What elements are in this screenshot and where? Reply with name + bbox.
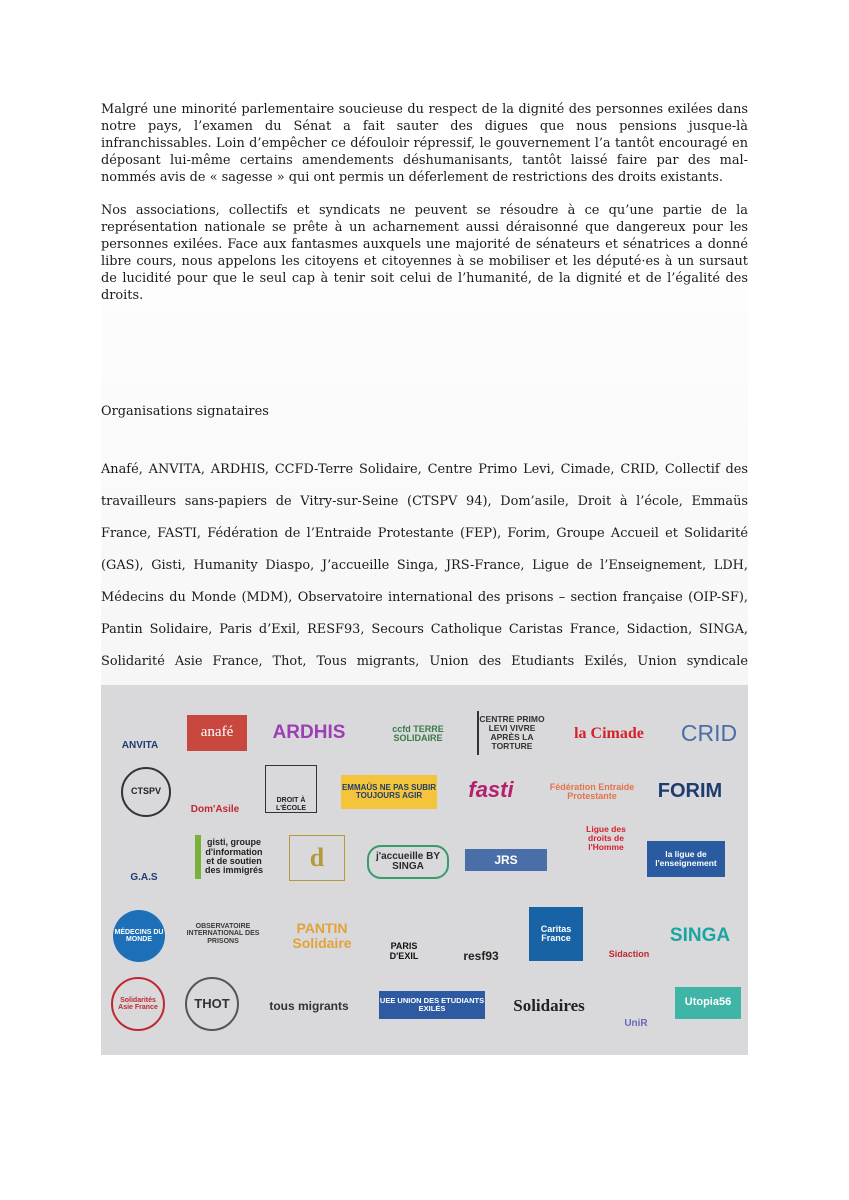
logo-emmaus: EMMAÜS NE PAS SUBIR TOUJOURS AGIR xyxy=(341,775,437,809)
logo-jaccueille: j'accueille BY SINGA xyxy=(367,845,449,879)
logo-fasti: fasti xyxy=(468,777,514,803)
logo-fep: Fédération Entraide Protestante xyxy=(549,781,635,801)
logo-anvita: ANVITA xyxy=(121,739,159,751)
logo-ctspv: CTSPV xyxy=(121,767,171,817)
logo-jrs: JRS xyxy=(465,849,547,871)
logo-oip: OBSERVATOIRE INTERNATIONAL DES PRISONS xyxy=(186,922,260,945)
logo-ccfd: ccfd TERRE SOLIDAIRE xyxy=(392,723,444,743)
logo-forim: FORIM xyxy=(657,779,723,802)
logo-anafe: anafé xyxy=(187,715,247,751)
logo-ardhis: ARDHIS xyxy=(272,722,346,744)
logo-cimade: la Cimade xyxy=(574,724,644,742)
logo-resf93: resf93 xyxy=(463,949,499,963)
logo-paris-exil: PARIS D'EXIL xyxy=(389,941,419,961)
paragraph-1: Malgré une minorité parlementaire soucieuse du respect de la dignité des personnes exilées dans notre pays, l’examen du Sénat a fait sauter des digues que nous pensions jusque-là infranchissables. Loin d’empêcher ce défouloir répressif, le gouvernement l’a tantôt encouragé en déposant lui-même certains amendements déshumanisants, tantôt laissé faire par des mal-nommés avis de « sagesse » qui ont permis un déferlement de restrictions des droits existants. xyxy=(101,102,748,185)
signatories-list: Anafé, ANVITA, ARDHIS, CCFD-Terre Solidaire, Centre Primo Levi, Cimade, CRID, Collectif des travailleurs sans-papiers de Vitry-sur-Seine (CTSPV 94), Dom’asile, Droit à l’école, Emmaüs France, FASTI, Fédération de l’Entraide Protestante (FEP), Forim, Groupe Accueil et Solidarité (GAS), Gisti, Humanity Diaspo, J’accueille Singa, JRS-France, Ligue de l’Enseignement, LDH, Médecins du Monde (MDM), Observatoire international des prisons – section française (OIP-SF), Pantin Solidaire, Paris d’Exil, RESF93, Secours Catholique Caristas France, Sidaction, SINGA, Solidarité Asie France, Thot, Tous migrants, Union des Etudiants Exilés, Union syndicale xyxy=(101,462,748,669)
logo-medecins-du-monde: MÉDECINS DU MONDE xyxy=(113,910,165,962)
logo-humanity-diaspo: d xyxy=(289,835,345,881)
logo-unir: UniR xyxy=(624,1017,648,1029)
logo-domasile: Dom'Asile xyxy=(190,803,240,815)
logo-uee: UEE UNION DES ETUDIANTS EXILÉS xyxy=(379,991,485,1019)
logo-solidaires: Solidaires xyxy=(513,996,585,1016)
paragraph-2: Nos associations, collectifs et syndicats ne peuvent se résoudre à ce qu’une partie de la représentation nationale se prête à un acharnement aussi déraisonné que dangereux pour les personnes exilées. Face aux fantasmes auxquels une majorité de sénateurs et sénatrices a donné libre cours, nous appelons les citoyens et citoyennes à se mobiliser et les député·es à un sursaut de lucidité pour que le seul cap à tenir soit celui de l’humanité, de la dignité et de l’égalité des droits. xyxy=(101,203,748,303)
logo-sidaction: Sidaction xyxy=(608,948,650,959)
logo-pantin-solidaire: PANTIN Solidaire xyxy=(292,920,352,951)
logo-crid: CRID xyxy=(680,719,738,746)
logo-primo-levi: CENTRE PRIMO LEVI VIVRE APRÈS LA TORTURE xyxy=(477,711,545,755)
logo-tous-migrants: tous migrants xyxy=(269,998,349,1013)
logo-caritas: Caritas France xyxy=(529,907,583,961)
signatories-heading: Organisations signataires xyxy=(101,404,269,419)
logos-panel xyxy=(101,685,748,1055)
logo-solidarites-asie-france: Solidarités Asie France xyxy=(111,977,165,1031)
logo-droit-ecole: DROIT À L'ÉCOLE xyxy=(265,765,317,813)
logo-singa: SINGA xyxy=(669,925,731,947)
logo-ldh: Ligue des droits de l'Homme xyxy=(586,825,626,852)
logo-gisti: gisti, groupe d'information et de soutien des immigrés xyxy=(195,835,267,879)
logo-ligue-enseignement: la ligue de l'enseignement xyxy=(647,841,725,877)
logo-thot: THOT xyxy=(185,977,239,1031)
logo-gas: G.A.S xyxy=(130,871,158,883)
logo-utopia56: Utopia56 xyxy=(675,987,741,1019)
